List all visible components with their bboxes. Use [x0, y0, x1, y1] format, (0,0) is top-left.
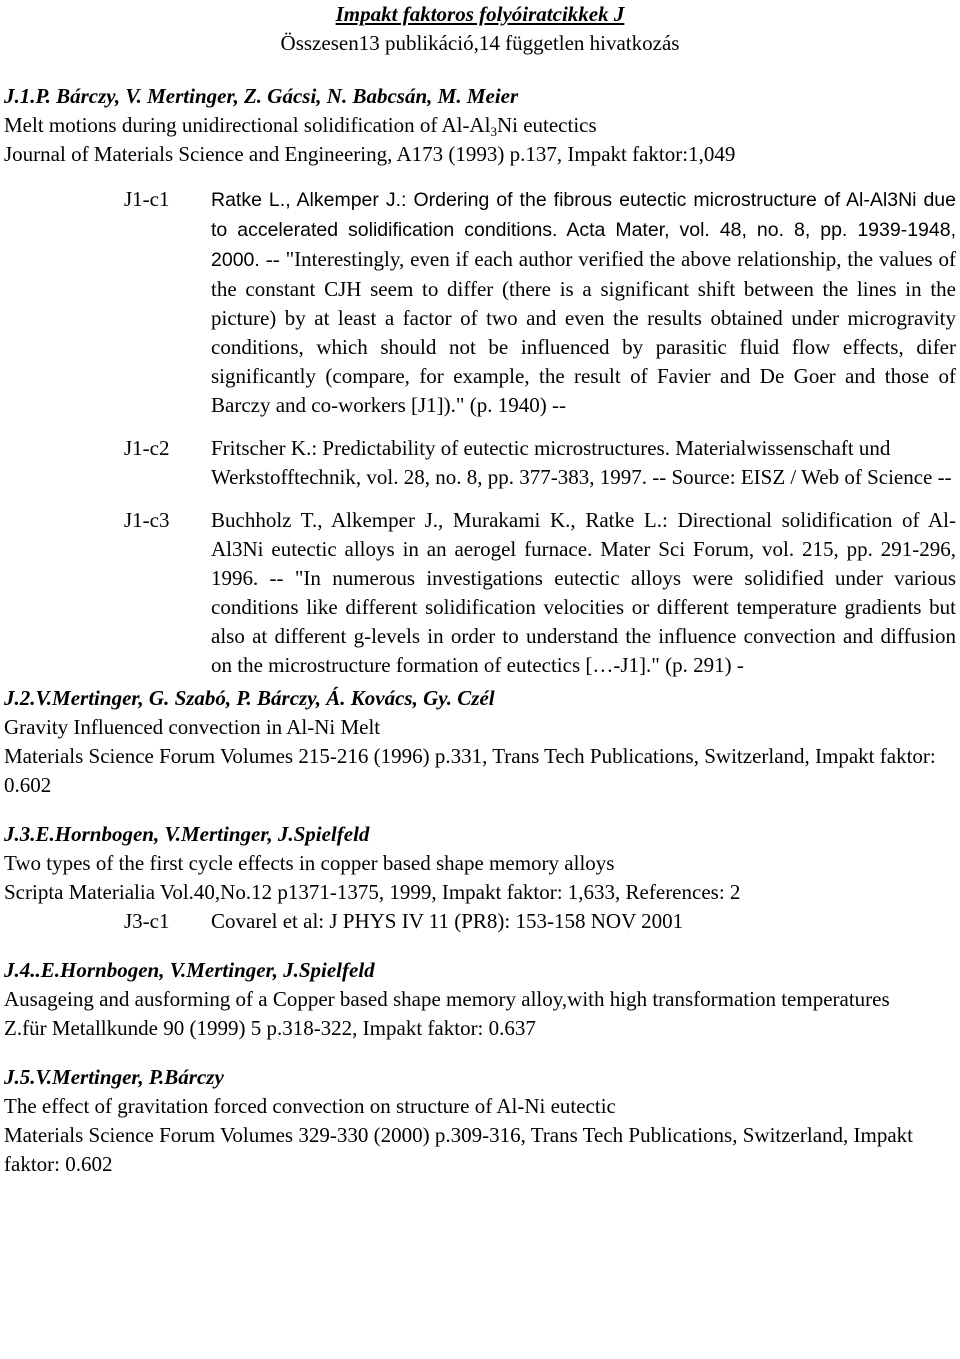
publication-authors: J.1.P. Bárczy, V. Mertinger, Z. Gácsi, N. Babcsán, M. Meier: [4, 84, 519, 108]
document-header: [4, 0, 956, 58]
citation-text: [211, 434, 956, 492]
publication-authors: J.4..E.Hornbogen, V.Mertinger, J.Spielfeld: [4, 958, 375, 982]
citation-body: : Directional solidification of Al-Al3Ni eutectic alloys in an aerogel furnace. Mater Sci Forum, vol. 215, pp. 291-296, 1996.: [211, 508, 956, 590]
publication-title: Ausageing and ausforming of a Copper based shape memory alloy,with high transformation temperatures: [4, 987, 890, 1011]
publication-title: The effect of gravitation forced convection on structure of Al-Ni eutectic: [4, 1094, 616, 1118]
citation-entry: [4, 185, 956, 420]
publication-entry: [4, 956, 956, 1043]
publication-title: Two types of the first cycle effects in copper based shape memory alloys: [4, 851, 615, 875]
citation-entry: [4, 506, 956, 680]
citation-id: J3-c1: [124, 909, 170, 933]
publication-title: [4, 111, 956, 140]
publication-source: Materials Science Forum Volumes 215-216 (1996) p.331, Trans Tech Publications, Switzerland, Impakt faktor: 0.602: [4, 744, 936, 797]
citation-id: J1-c2: [124, 436, 170, 460]
publication-source: Z.für Metallkunde 90 (1999) 5 p.318-322, Impakt faktor: 0.637: [4, 1016, 536, 1040]
publication-authors: J.2.V.Mertinger, G. Szabó, P. Bárczy, Á. Kovács, Gy. Czél: [4, 686, 495, 710]
publication-title: Gravity Influenced convection in Al-Ni Melt: [4, 715, 381, 739]
publication-entry: [4, 82, 956, 680]
publication-entry: [4, 1063, 956, 1179]
citation-text: Covarel et al: J PHYS IV 11 (PR8): 153-158 NOV 2001: [211, 909, 684, 933]
publication-authors: J.3.E.Hornbogen, V.Mertinger, J.Spielfeld: [4, 822, 370, 846]
document-title: Impakt faktoros folyóiratcikkek J: [335, 2, 625, 26]
publication-authors: J.5.V.Mertinger, P.Bárczy: [4, 1065, 224, 1089]
citation-authors: Ratke L., Alkemper J.: [211, 189, 402, 211]
title-text: Melt motions during unidirectional solidification of Al-Al: [4, 113, 491, 137]
citation-body: : Ordering of the fibrous eutectic microstructure of Al-Al3Ni due to accelerated solidification conditions. Acta Mater, vol. 48, no. 8, pp. 1939-1948, 2000.: [211, 189, 956, 271]
publication-entry: [4, 820, 956, 936]
citation-entry: [4, 907, 956, 936]
publication-source: Materials Science Forum Volumes 329-330 (2000) p.309-316, Trans Tech Publications, Switzerland, Impakt faktor: 0.602: [4, 1123, 914, 1176]
citation-id: J1-c1: [124, 187, 170, 211]
publication-source: Scripta Materialia Vol.40,No.12 p1371-1375, 1999, Impakt faktor: 1,633, References: 2: [4, 880, 741, 904]
document-page: [4, 0, 956, 1179]
citation-id: J1-c3: [124, 508, 170, 532]
citation-quote: -- "In numerous investigations eutectic alloys were solidified under various conditions like different solidification velocities or different temperature gradients but also at different g-levels in order to understand the influence convection and diffusion on the microstructure formation of eutectics […-J1]." (p. 291) -: [211, 566, 956, 677]
publication-summary: Összesen13 publikáció,14 független hivatkozás: [280, 31, 680, 55]
citation-text: [211, 506, 956, 680]
citation-entry: [4, 434, 956, 492]
title-subscript: 3: [490, 124, 497, 139]
publication-source: Journal of Materials Science and Engineering, A173 (1993) p.137, Impakt faktor:1,049: [4, 142, 736, 166]
citation-authors: Buchholz T., Alkemper J., Murakami K., Ratke L.: [211, 508, 663, 532]
citation-quote: -- "Interestingly, even if each author verified the above relationship, the values of the constant CJH seem to differ (there is a significant shift between the lines in the picture) by at least a factor of two and even the results obtained under microgravity conditions, which should not be influenced by parasitic fluid flow effects, difer significantly (compare, for example, the result of Favier and De Goer and those of Barczy and co-workers [J1])." (p. 1940) --: [211, 247, 956, 417]
citation-authors: Fritscher K.: [211, 436, 312, 460]
citation-text: [211, 185, 956, 420]
publication-entry: [4, 684, 956, 800]
citation-body: : Predictability of eutectic microstructures. Materialwissenschaft und Werkstofftechnik, vol. 28, no. 8, pp. 377-383, 1997. -- Source: EISZ / Web of Science --: [211, 436, 952, 489]
title-text: Ni eutectics: [496, 113, 597, 137]
